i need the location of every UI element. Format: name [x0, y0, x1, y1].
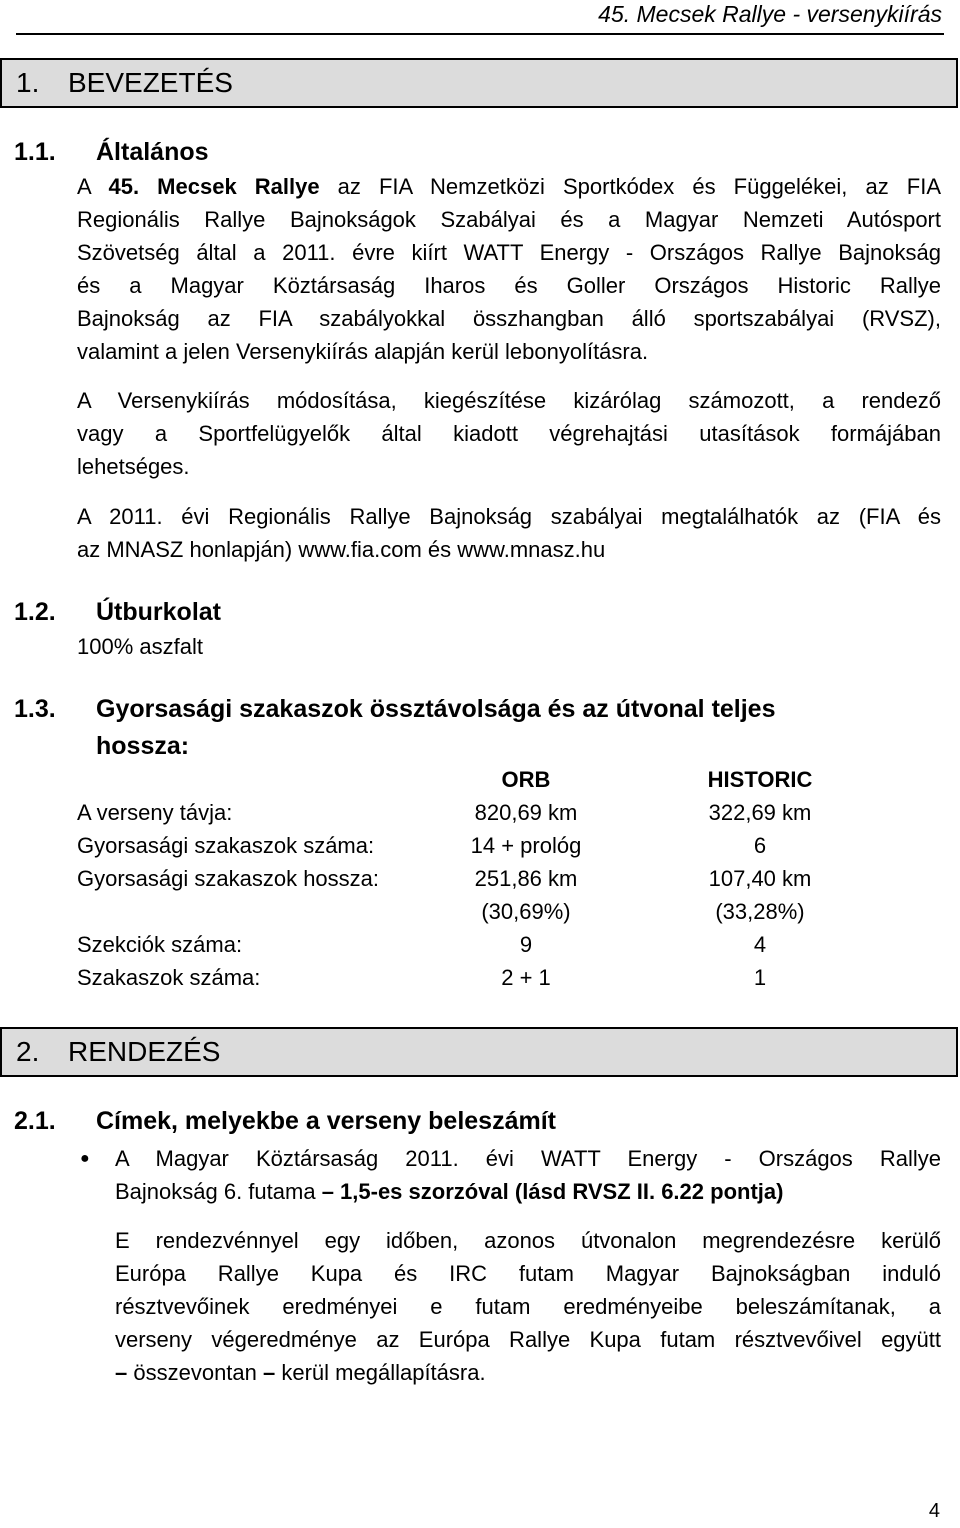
table-row: [77, 829, 941, 862]
row-orb-value: 251,86 km: [474, 866, 578, 891]
paragraph-line: A Versenykiírás módosítása, kiegészítése kizárólag számozott, a rendező: [77, 388, 941, 413]
row-label: A verseny távja:: [77, 800, 233, 825]
section-2-title: RENDEZÉS: [68, 1036, 221, 1067]
row-orb-value: 14 + prológ: [470, 833, 582, 858]
section-2-number: 2.: [16, 1036, 40, 1067]
paragraph-line: Szövetség által a 2011. évre kiírt WATT Energy - Országos Rallye Bajnokság: [77, 240, 941, 265]
table-header-row: [77, 763, 941, 796]
paragraph-line: Regionális Rallye Bajnokságok Szabályai és a Magyar Nemzeti Autósport: [77, 207, 941, 232]
row-historic-value: 107,40 km: [708, 866, 812, 891]
row-orb-value: 2 + 1: [501, 965, 551, 990]
row-orb-value: 9: [519, 932, 533, 957]
paragraph-line: vagy a Sportfelügyelők által kiadott végrehajtási utasítások formájában: [77, 421, 941, 446]
column-header-orb: ORB: [501, 767, 551, 792]
paragraph-line: verseny végeredménye az Európa Rallye Kupa futam résztvevőivel együtt: [115, 1327, 941, 1352]
row-historic-value: 4: [753, 932, 767, 957]
section-1-title: BEVEZETÉS: [68, 67, 233, 98]
document-header-title: 45. Mecsek Rallye - versenykiírás: [598, 1, 942, 27]
paragraph-line: Európa Rallye Kupa és IRC futam Magyar Bajnokságban induló: [115, 1261, 941, 1286]
subsection-title: Címek, melyekbe a verseny beleszámít: [96, 1107, 556, 1135]
row-orb-value: 820,69 km: [474, 800, 578, 825]
subsection-number: 1.3.: [14, 695, 56, 723]
bullet-icon: ●: [80, 1150, 90, 1167]
table-row: [77, 796, 941, 829]
row-label: Szekciók száma:: [77, 932, 243, 957]
section-1-heading: [0, 58, 958, 108]
table-row: [77, 961, 941, 994]
row-label: Gyorsasági szakaszok hossza:: [77, 866, 380, 891]
paragraph-modification: [77, 384, 941, 483]
paragraph-line: az MNASZ honlapján) www.fia.com és www.mnasz.hu: [77, 537, 606, 562]
table-row: [77, 895, 941, 928]
section-2-heading: [0, 1027, 958, 1077]
row-historic-value: 322,69 km: [708, 800, 812, 825]
paragraph-line: Bajnokság az FIA szabályokkal összhangban álló sportszabályai (RVSZ),: [77, 306, 941, 331]
paragraph-line: A 45. Mecsek Rallye az FIA Nemzetközi Sportkódex és Függelékei, az FIA: [77, 174, 941, 199]
paragraph-european-cup: [115, 1224, 941, 1389]
header-rule: [16, 33, 944, 35]
row-orb-value: (30,69%): [481, 899, 571, 924]
subsection-title: Általános: [96, 138, 209, 166]
column-header-historic: HISTORIC: [707, 767, 813, 792]
row-historic-value: 1: [753, 965, 767, 990]
section-1-number: 1.: [16, 67, 40, 98]
subsection-number: 2.1.: [14, 1107, 56, 1135]
paragraph-general-intro: [77, 170, 941, 368]
row-historic-value: (33,28%): [715, 899, 805, 924]
paragraph-line: – összevontan – kerül megállapításra.: [115, 1360, 486, 1385]
subsection-number: 1.1.: [14, 138, 56, 166]
paragraph-line: résztvevőinek eredményei e futam eredményeibe beleszámítanak, a: [115, 1294, 941, 1319]
paragraph-line: A Magyar Köztársaság 2011. évi WATT Energy - Országos Rallye: [115, 1146, 941, 1171]
bullet-item-title: [115, 1142, 941, 1208]
row-label: Szakaszok száma:: [77, 965, 261, 990]
table-row: [77, 862, 941, 895]
multiplier-note: – 1,5-es szorzóval (lásd RVSZ II. 6.22 pontja): [321, 1179, 784, 1204]
paragraph-line: valamint a jelen Versenykiírás alapján kerül lebonyolításra.: [77, 339, 649, 364]
paragraph-line: E rendezvénnyel egy időben, azonos útvonalon megrendezésre kerülő: [115, 1228, 941, 1253]
subsection-number: 1.2.: [14, 598, 56, 626]
paragraph-rules-location: [77, 500, 941, 566]
subsection-title: Gyorsasági szakaszok össztávolsága és az útvonal teljes: [96, 695, 776, 723]
row-label: Gyorsasági szakaszok száma:: [77, 833, 375, 858]
paragraph-line: lehetséges.: [77, 454, 190, 479]
paragraph-line: Bajnokság 6. futama – 1,5-es szorzóval (lásd RVSZ II. 6.22 pontja): [115, 1179, 784, 1204]
page-number: 4: [928, 1500, 940, 1522]
subsection-title-cont: hossza:: [96, 732, 190, 760]
paragraph-line: A 2011. évi Regionális Rallye Bajnokság szabályai megtalálhatók az (FIA és: [77, 504, 941, 529]
subsection-title: Útburkolat: [96, 598, 221, 626]
table-row: [77, 928, 941, 961]
event-name: 45. Mecsek Rallye: [108, 174, 320, 199]
row-historic-value: 6: [753, 833, 767, 858]
surface-value: 100% aszfalt: [77, 634, 203, 659]
paragraph-line: és a Magyar Köztársaság Iharos és Goller Országos Historic Rallye: [77, 273, 941, 298]
